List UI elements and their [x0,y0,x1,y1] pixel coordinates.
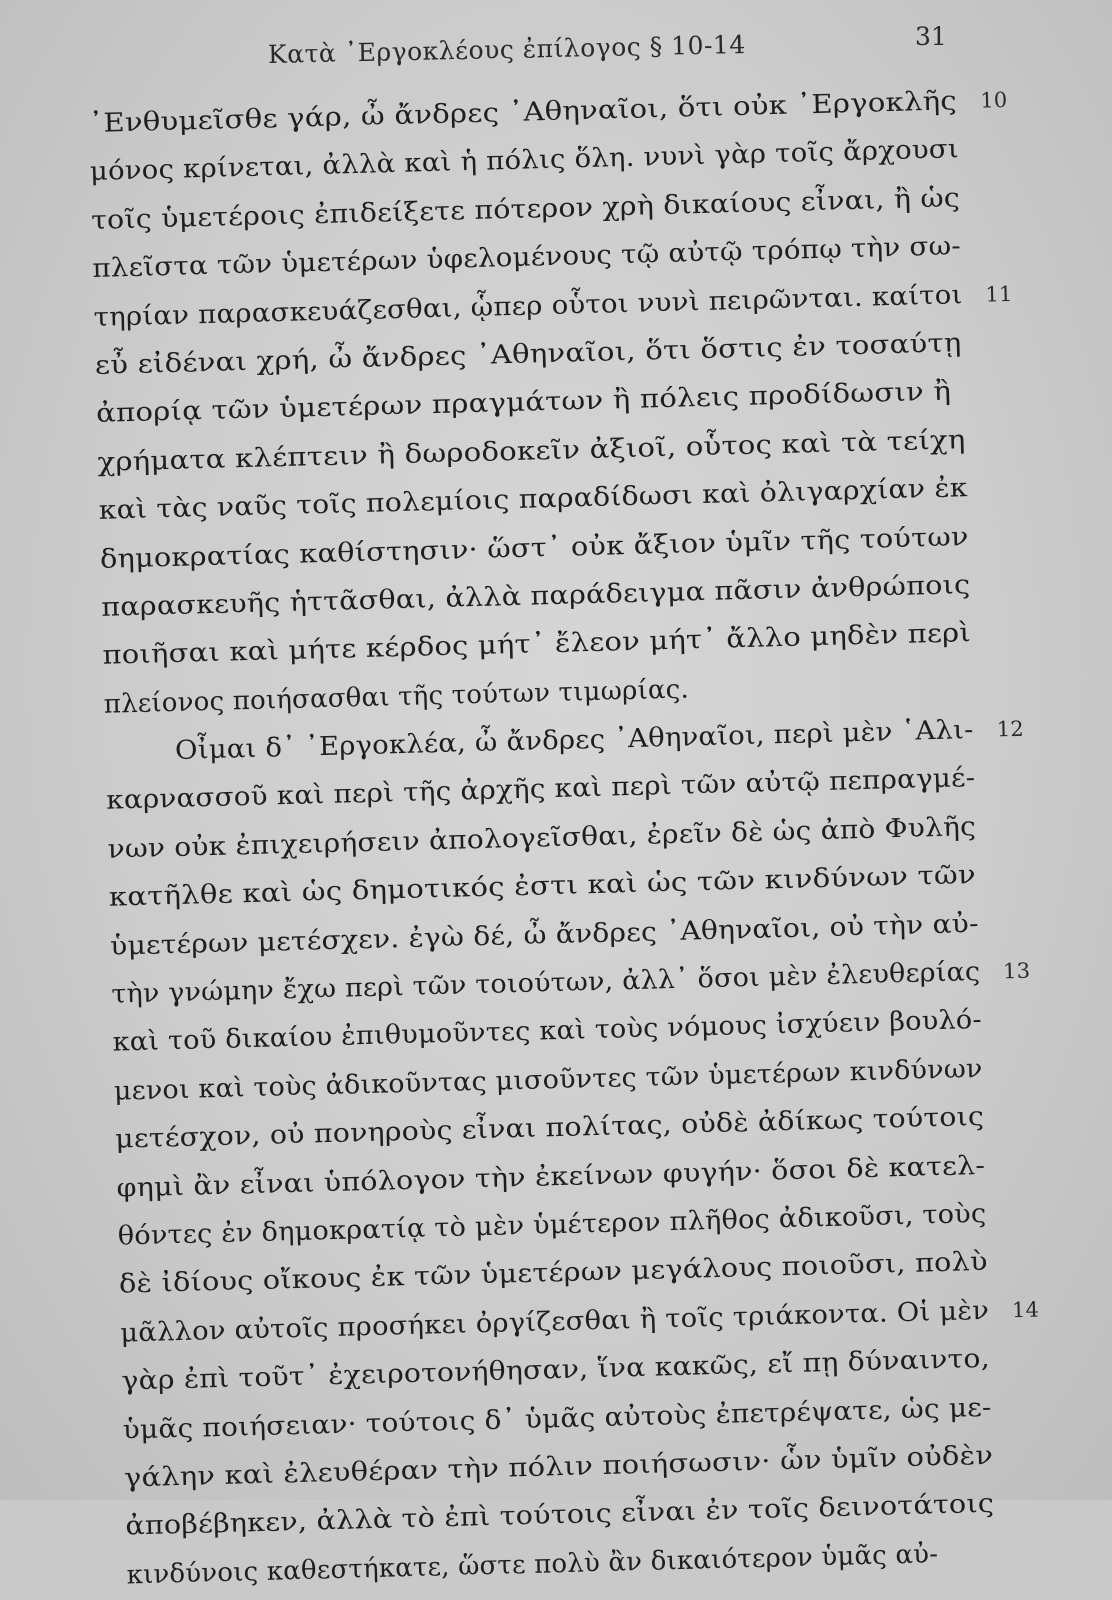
line-text: τὴν γνώμην ἔχω περὶ τῶν τοιούτων, ἀλλ᾿ ὅσοι μὲν ἐλευθερίας [111,956,981,1010]
line-text: ἀποβέβηκεν, ἀλλὰ τὸ ἐπὶ τούτοις εἶναι ἐν τοῖς δεινοτάτοις [124,1489,995,1542]
running-head: Κατὰ ᾿Εργοκλέους ἐπίλογος § 10-14 [267,29,746,69]
line-text: ποιῆσαι καὶ μήτε κέρδος μήτ᾿ ἔλεον μήτ᾿ ἄλλο μηδὲν περὶ [102,618,972,672]
line-text: χρήματα κλέπτειν ἢ δωροδοκεῖν ἀξιοῖ, οὗτος καὶ τὰ τείχη [97,424,966,478]
line-text: φημὶ ἂν εἶναι ὑπόλογον τὴν ἐκείνων φυγήν· ὅσοι δὲ κατελ- [116,1150,986,1204]
line-text: κατῆλθε καὶ ὡς δημοτικός ἐστι καὶ ὡς τῶν κινδύνων τῶν [108,860,977,913]
line-text: μόνος κρίνεται, ἀλλὰ καὶ ἡ πόλις ὅλη. νυνὶ γὰρ τοῖς ἄρχουσι [89,134,960,188]
section-number: 13 [1002,958,1031,984]
line-text: κινδύνοις καθεστήκατε, ὥστε πολὺ ἂν δικαιότερον ὑμᾶς αὐ- [126,1538,939,1591]
line-text: Οἶμαι δ᾿ ᾿Εργοκλέα, ὦ ἄνδρες ᾿Αθηναῖοι, περὶ μὲν ῾Αλι- [174,715,974,767]
section-number: 11 [985,281,1013,307]
line-text: δὲ ἰδίους οἴκους ἐκ τῶν ὑμετέρων μεγάλους ποιοῦσι, πολὺ [118,1247,989,1300]
line-text: ᾿Ενθυμεῖσθε γάρ, ὦ ἄνδρες ᾿Αθηναῖοι, ὅτι οὐκ ᾿Εργοκλῆς [88,86,958,139]
line-text: τοῖς ὑμετέροις ἐπιδείξετε πότερον χρὴ δικαίους εἶναι, ἢ ὡς [90,182,961,236]
line-text: παρασκευῆς ἡττᾶσθαι, ἀλλὰ παράδειγμα πᾶσιν ἀνθρώποις [100,569,971,623]
section-number: 12 [996,716,1025,742]
line-text: μᾶλλον αὐτοῖς προσήκει ὀργίζεσθαι ἢ τοῖς τριάκοντα. Οἱ μὲν [119,1295,990,1349]
line-text: τηρίαν παρασκευάζεσθαι, ᾧπερ οὗτοι νυνὶ πειρῶνται. καίτοι [93,279,963,333]
line-text: γάλην καὶ ἐλευθέραν τὴν πόλιν ποιήσωσιν· ὧν ὑμῖν οὐδὲν [123,1440,994,1494]
line-text: ὑμετέρων μετέσχεν. ἐγὼ δέ, ὦ ἄνδρες ᾿Αθηναῖοι, οὐ τὴν αὐ- [109,908,980,962]
line-text: ὑμᾶς ποιήσειαν· τούτοις δ᾿ ὑμᾶς αὐτοὺς ἐπετρέψατε, ὡς με- [122,1392,992,1446]
line-text: καρνασσοῦ καὶ περὶ τῆς ἀρχῆς καὶ περὶ τῶν αὐτῷ πεπραγμέ- [105,763,976,817]
page-header [0,22,1112,82]
line-text: πλεῖστα τῶν ὑμετέρων ὑφελομένους τῷ αὐτῷ τρόπῳ τὴν σω- [92,231,962,285]
line-text: καὶ τοῦ δικαίου ἐπιθυμοῦντες καὶ τοὺς νόμους ἰσχύειν βουλό- [112,1005,983,1059]
section-number: 14 [1011,1297,1040,1322]
line-text: νων οὐκ ἐπιχειρήσειν ἀπολογεῖσθαι, ἐρεῖν δὲ ὡς ἀπὸ Φυλῆς [107,811,977,865]
line-text: ἀπορίᾳ τῶν ὑμετέρων πραγμάτων ἢ πόλεις προδίδωσιν ἢ [95,376,952,430]
line-text: καὶ τὰς ναῦς τοῖς πολεμίοις παραδίδωσι καὶ ὀλιγαρχίαν ἐκ [98,473,969,526]
page-number: 31 [915,22,947,51]
section-number: 10 [980,87,1008,113]
line-text: μετέσχον, οὐ πονηροὺς εἶναι πολίτας, οὐδὲ ἀδίκως τούτοις [114,1102,985,1155]
line-text: μενοι καὶ τοὺς ἀδικοῦντας μισοῦντες τῶν ὑμετέρων κινδύνων [113,1053,983,1107]
line-text: δημοκρατίας καθίστησιν· ὥστ᾿ οὐκ ἄξιον ὑμῖν τῆς τούτων [99,521,970,575]
line-text: εὖ εἰδέναι χρή, ὦ ἄνδρες ᾿Αθηναῖοι, ὅτι ὅστις ἐν τοσαύτῃ [94,328,962,381]
line-text: γὰρ ἐπὶ τοῦτ᾿ ἐχειροτονήθησαν, ἵνα κακῶς, εἴ πῃ δύναιντο, [121,1343,991,1397]
body-text [88,76,1040,1591]
line-text: πλείονος ποιήσασθαι τῆς τούτων τιμωρίας. [103,674,690,720]
line-text: θόντες ἐν δημοκρατίᾳ τὸ μὲν ὑμέτερον πλῆθος ἀδικοῦσι, τοὺς [117,1198,987,1252]
